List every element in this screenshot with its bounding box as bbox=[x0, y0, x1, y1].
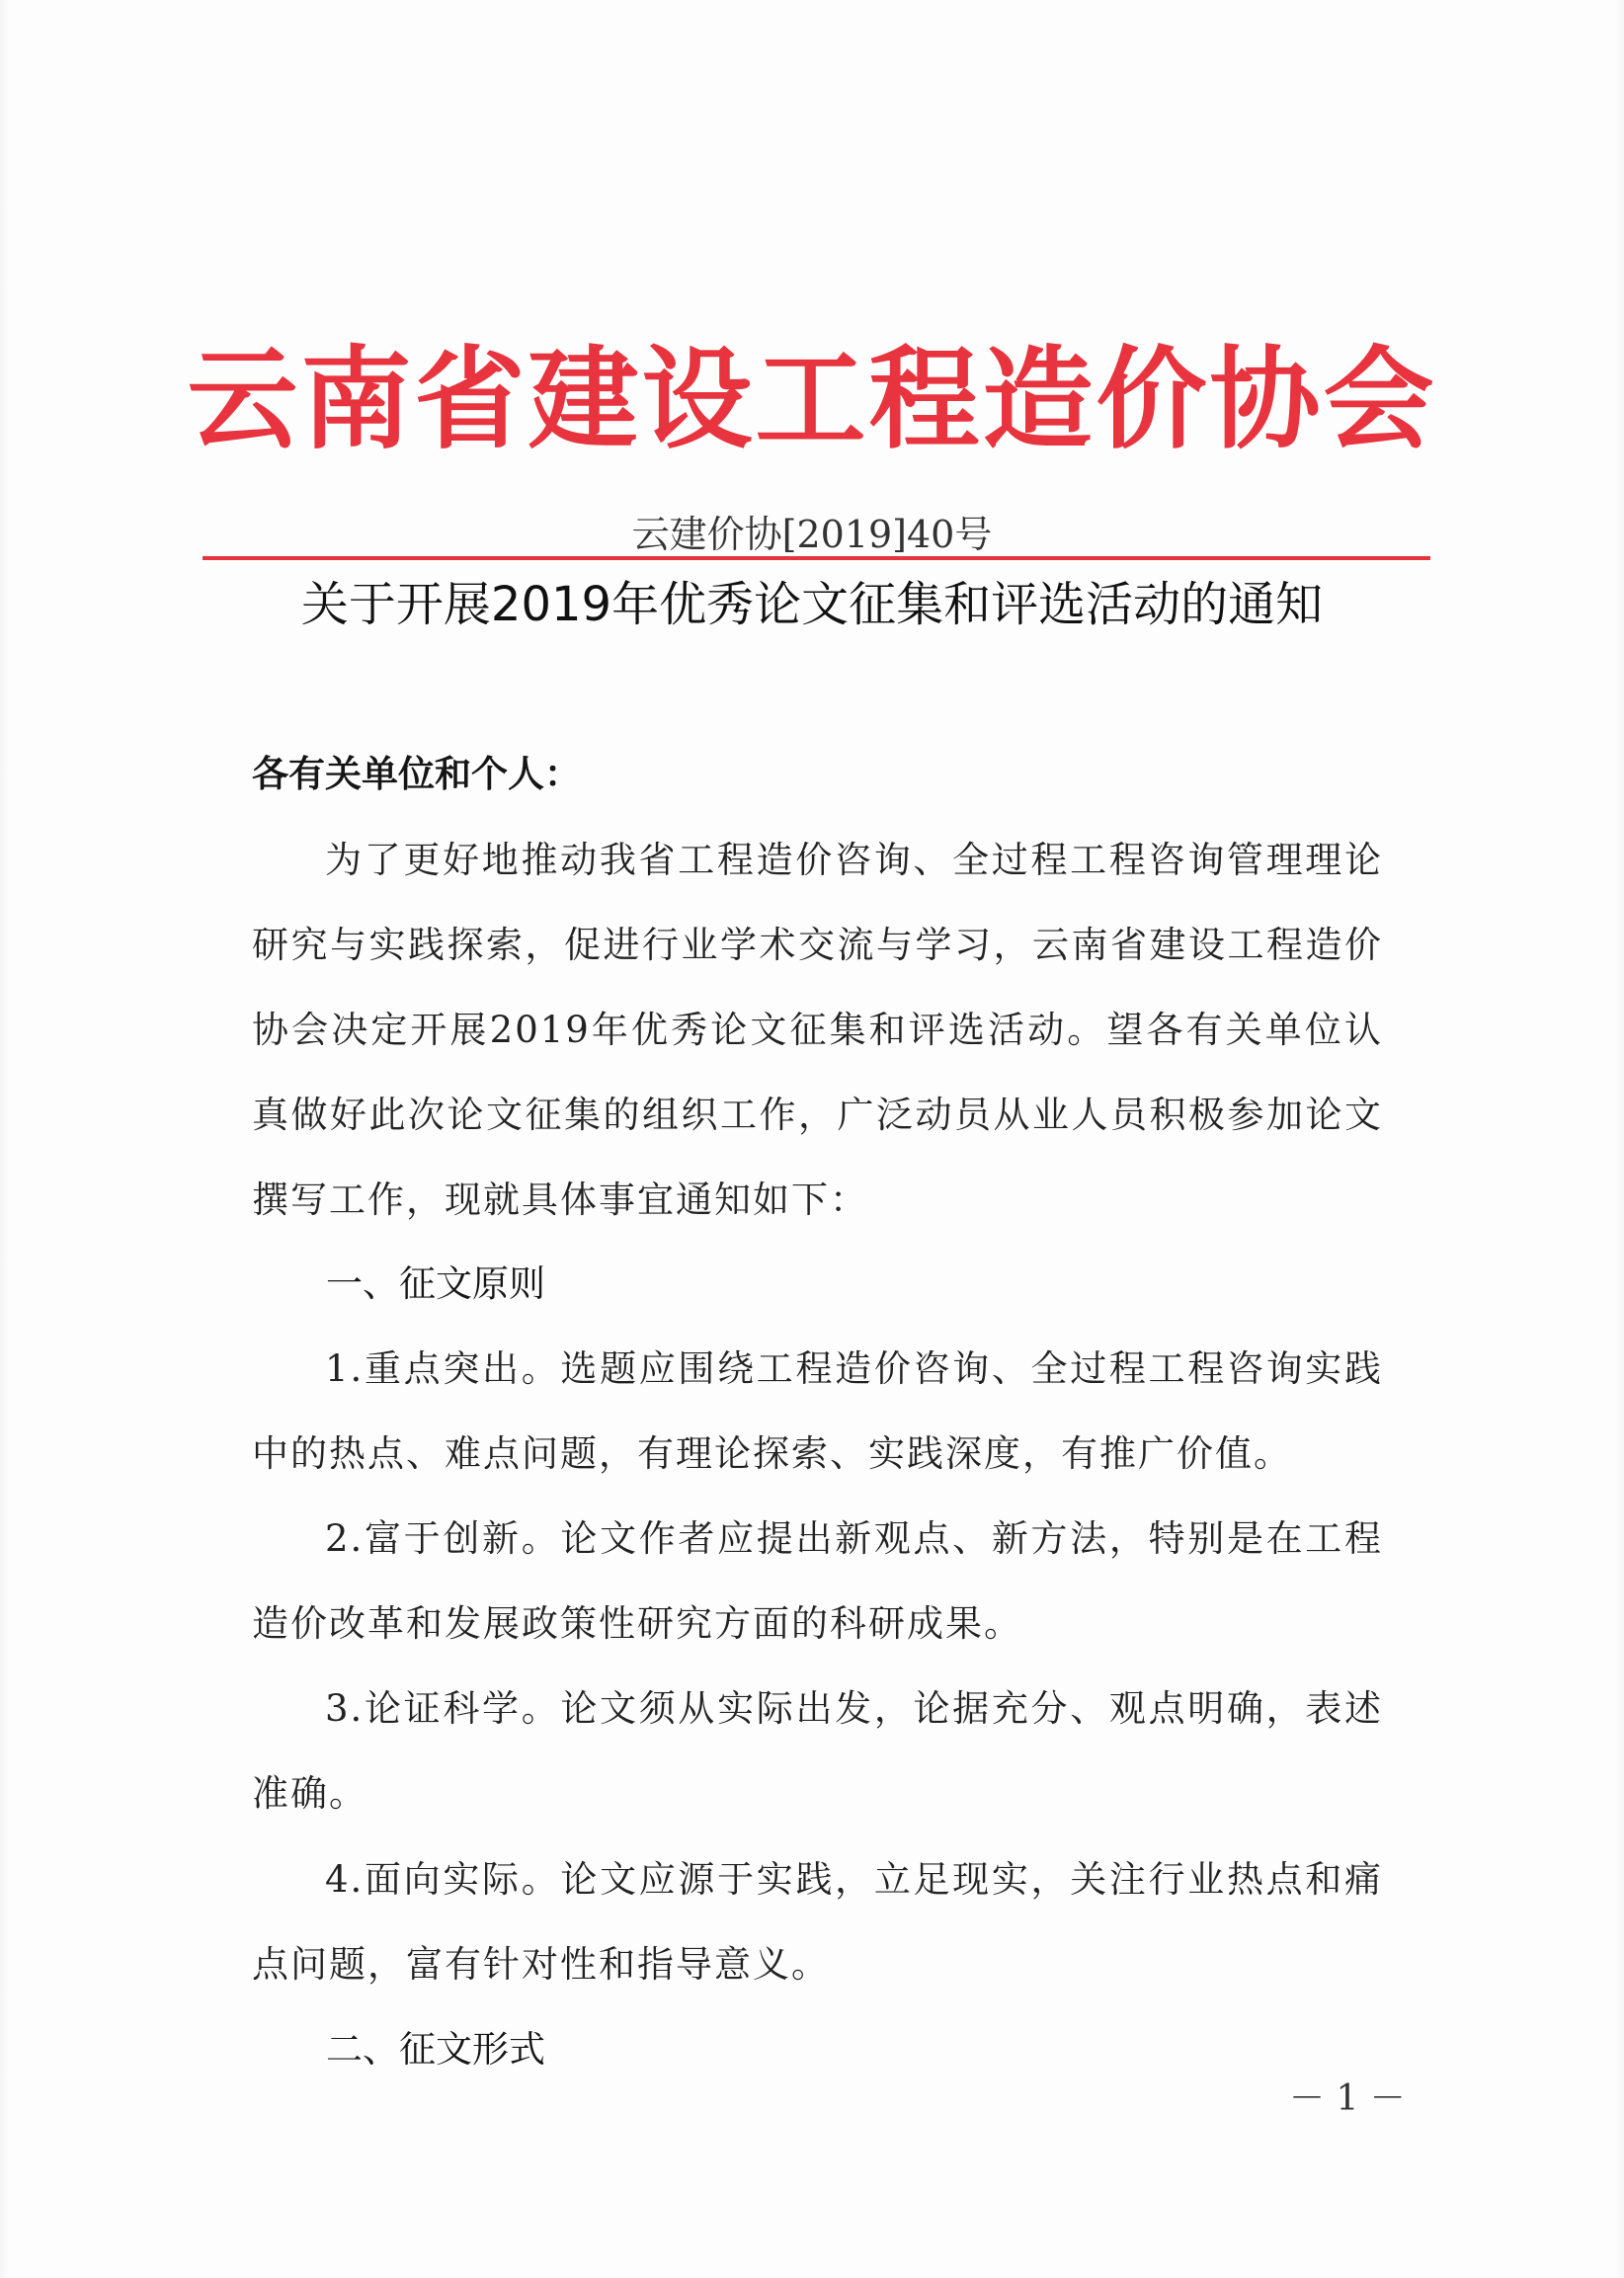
document-number: 云建价协[2019]40号 bbox=[631, 513, 993, 556]
notice-title: 关于开展2019年优秀论文征集和评选活动的通知 bbox=[300, 577, 1324, 632]
principle-item: 2.富于创新。论文作者应提出新观点、新方法，特别是在工程造价改革和发展政策性研究方面的科研成果。 bbox=[252, 1517, 1383, 1645]
section-heading-format: 二、征文形式 bbox=[326, 2028, 545, 2071]
page-number: － 1 － bbox=[1289, 2078, 1406, 2119]
section-heading-principles: 一、征文原则 bbox=[326, 1262, 545, 1305]
principle-item: 4.面向实际。论文应源于实践，立足现实，关注行业热点和痛点问题，富有针对性和指导意义。 bbox=[252, 1858, 1383, 1986]
principle-item: 3.论证科学。论文须从实际出发，论据充分、观点明确，表述准确。 bbox=[252, 1687, 1383, 1815]
intro-paragraph: 为了更好地推动我省工程造价咨询、全过程工程咨询管理理论研究与实践探索，促进行业学术交流与学习，云南省建设工程造价协会决定开展2019年优秀论文征集和评选活动。望各有关单位认真做好此次论文征集的组织工作，广泛动员从业人员积极参加论文撰写工作，现就具体事宜通知如下： bbox=[252, 839, 1383, 1221]
letterhead-organization: 云南省建设工程造价协会 bbox=[187, 335, 1437, 464]
principle-item: 1.重点突出。选题应围绕工程造价咨询、全过程工程咨询实践中的热点、难点问题，有理论探索、实践深度，有推广价值。 bbox=[252, 1347, 1383, 1475]
letterhead-red-rule bbox=[203, 556, 1430, 560]
salutation: 各有关单位和个人： bbox=[252, 753, 581, 795]
